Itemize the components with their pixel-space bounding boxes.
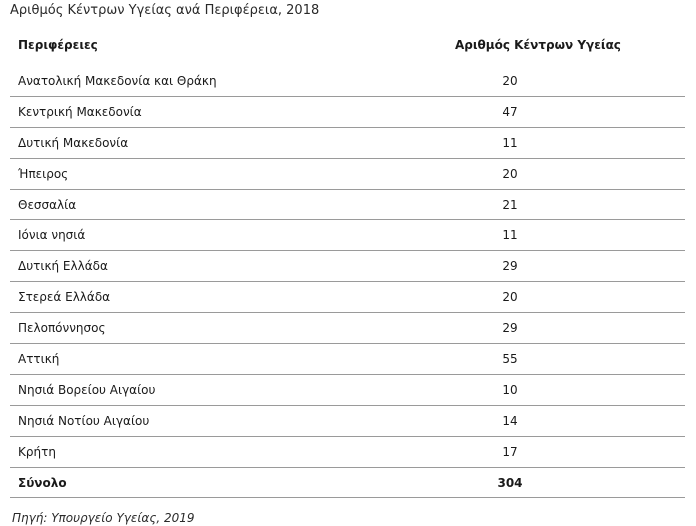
header-regions: Περιφέρειες	[18, 38, 98, 52]
table-row	[10, 66, 685, 97]
region-count: 11	[502, 228, 518, 243]
region-name: Δυτική Μακεδονία	[18, 135, 129, 150]
table-row	[10, 128, 685, 159]
region-count: 10	[502, 382, 518, 397]
table-row	[10, 159, 685, 190]
region-name: Κρήτη	[18, 444, 56, 459]
table-row	[10, 406, 685, 437]
region-name: Ήπειρος	[18, 166, 69, 181]
table-row	[10, 313, 685, 344]
region-name: Νησιά Νοτίου Αιγαίου	[18, 413, 150, 428]
region-count: 20	[502, 74, 518, 88]
region-count: 14	[502, 413, 518, 428]
region-name: Στερεά Ελλάδα	[18, 290, 111, 305]
region-count: 47	[502, 104, 518, 119]
region-name: Πελοπόννησος	[18, 321, 106, 336]
region-count: 29	[502, 321, 518, 336]
region-name: Κεντρική Μακεδονία	[18, 104, 142, 119]
table-row	[10, 97, 685, 128]
table-row	[10, 437, 685, 468]
region-name: Ανατολική Μακεδονία και Θράκη	[18, 74, 217, 88]
region-count: 21	[502, 197, 518, 212]
table-body	[10, 66, 685, 498]
table-caption: Αριθμός Κέντρων Υγείας ανά Περιφέρεια, 2018	[10, 3, 320, 18]
region-count: 20	[502, 166, 518, 181]
header-health-centers-count: Αριθμός Κέντρων Υγείας	[455, 38, 621, 52]
source-note: Πηγή: Υπουργείο Υγείας, 2019	[12, 511, 195, 525]
region-count: 11	[502, 135, 518, 150]
total-count: 304	[497, 475, 523, 490]
region-name: Αττική	[18, 352, 60, 367]
region-count: 55	[502, 352, 518, 367]
region-count: 17	[502, 444, 518, 459]
region-count: 20	[502, 290, 518, 305]
table-row	[10, 375, 685, 406]
table-header	[10, 30, 685, 66]
region-name: Δυτική Ελλάδα	[18, 259, 108, 274]
total-label: Σύνολο	[18, 475, 67, 490]
table-row	[10, 282, 685, 313]
region-name: Ιόνια νησιά	[18, 228, 86, 243]
table-row	[10, 344, 685, 375]
table-row	[10, 220, 685, 251]
table-row	[10, 251, 685, 282]
region-count: 29	[502, 259, 518, 274]
table-total-row	[10, 468, 685, 499]
region-name: Θεσσαλία	[18, 197, 77, 212]
region-name: Νησιά Βορείου Αιγαίου	[18, 382, 156, 397]
table-row	[10, 190, 685, 221]
